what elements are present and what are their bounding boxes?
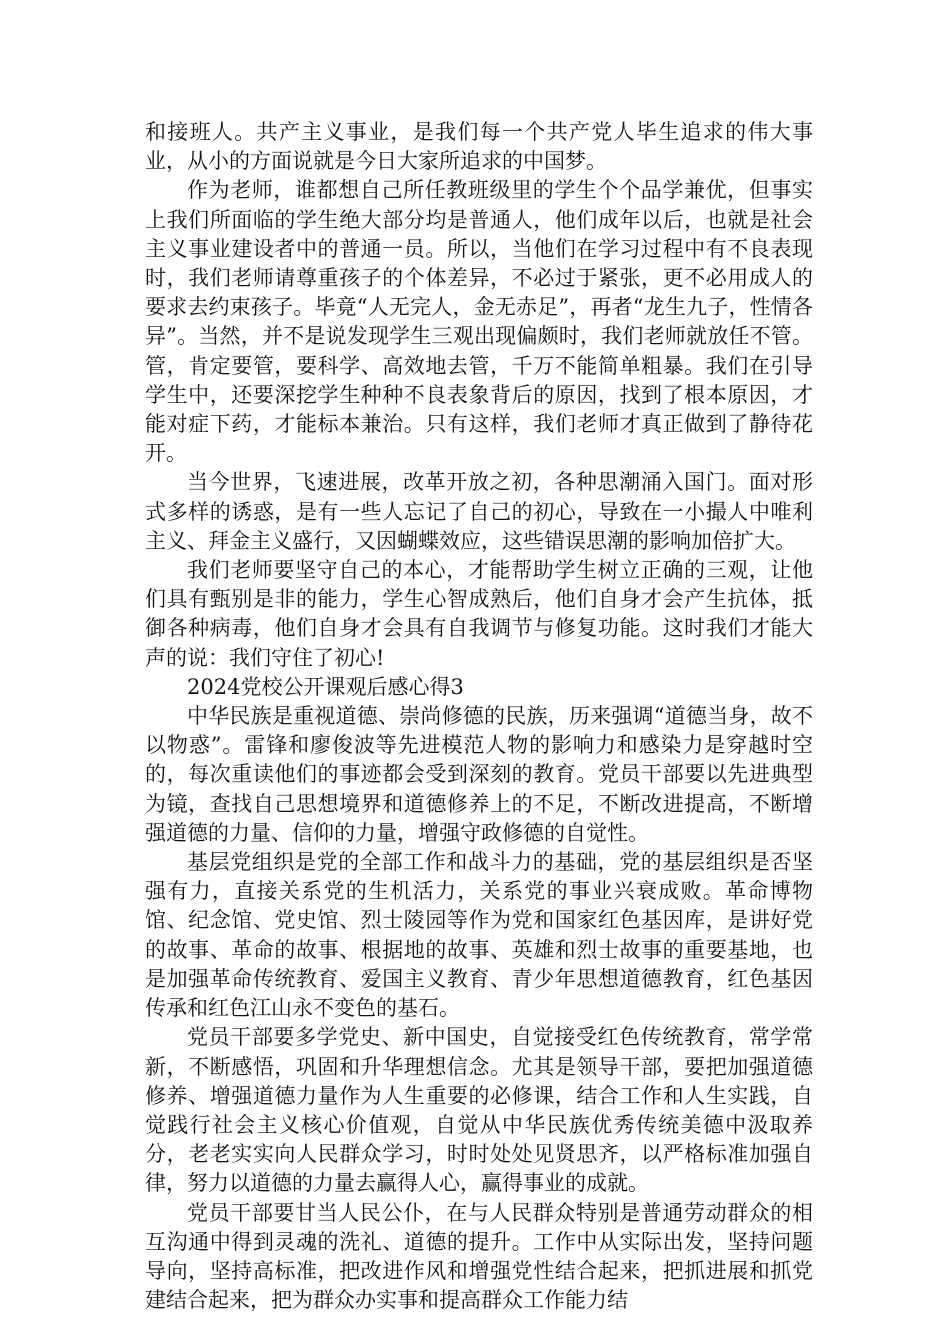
paragraph: 党员干部要多学党史、新中国史，自觉接受红色传统教育，常学常新，不断感悟，巩固和升华理想信念。尤其是领导干部，要把加强道德修养、增强道德力量作为人生重要的必修课，结合工作和人生实践，自觉践行社会主义核心价值观，自觉从中华民族优秀传统美德中汲取养分，老老实实向人民群众学习，时时处处见贤思齐，以严格标准加强自律，努力以道德的力量去赢得人心，赢得事业的成就。 (145, 1025, 813, 1196)
section-heading: 2024党校公开课观后感心得3 (187, 674, 464, 699)
paragraph: 中华民族是重视道德、崇尚修德的民族，历来强调“道德当身，故不以物惑”。雷锋和廖俊波等先进模范人物的影响力和感染力是穿越时空的，每次重读他们的事迹都会受到深刻的教育。党员干部要以先进典型为镜，查找自己思想境界和道德修养上的不足，不断改进提高，不断增强道德的力量、信仰的力量，增强守政修德的自觉性。 (145, 704, 813, 845)
paragraph-continuation: 和接班人。共产主义事业，是我们每一个共产党人毕生追求的伟大事业，从小的方面说就是今日大家所追求的中国梦。 (145, 120, 813, 174)
paragraph: 作为老师，谁都想自己所任教班级里的学生个个品学兼优，但事实上我们所面临的学生绝大部分均是普通人，他们成年以后，也就是社会主义事业建设者中的普通一员。所以，当他们在学习过程中有不良表现时，我们老师请尊重孩子的个体差异，不必过于紧张，更不必用成人的要求去约束孩子。毕竟“人无完人，金无赤足”，再者“龙生九子，性情各异”。当然，并不是说发现学生三观出现偏颇时，我们老师就放任不管。管，肯定要管，要科学、高效地去管，千万不能简单粗暴。我们在引导学生中，还要深挖学生种种不良表象背后的原因，找到了根本原因，才能对症下药，才能标本兼治。只有这样，我们老师才真正做到了静待花开。 (145, 178, 813, 466)
document-body (145, 118, 813, 1315)
paragraph: 我们老师要坚守自己的本心，才能帮助学生树立正确的三观，让他们具有甄别是非的能力，学生心智成熟后，他们自身才会产生抗体，抵御各种病毒，他们自身才会具有自我调节与修复功能。这时我们才能大声的说：我们守住了初心! (145, 558, 813, 670)
paragraph: 当今世界，飞速进展，改革开放之初，各种思潮涌入国门。面对形式多样的诱惑，是有一些人忘记了自己的初心，导致在一小撮人中唯利主义、拜金主义盛行，又因蝴蝶效应，这些错误思潮的影响加倍扩大。 (145, 470, 813, 553)
paragraph: 党员干部要甘当人民公仆，在与人民群众特别是普通劳动群众的相互沟通中得到灵魂的洗礼、道德的提升。工作中从实际出发，坚持问题导向，坚持高标准，把改进作风和增强党性结合起来，把抓进展和抓党建结合起来，把为群众办实事和提高群众工作能力结 (145, 1200, 813, 1313)
paragraph: 基层党组织是党的全部工作和战斗力的基础，党的基层组织是否坚强有力，直接关系党的生机活力，关系党的事业兴衰成败。革命博物馆、纪念馆、党史馆、烈士陵园等作为党和国家红色基因库，是讲好党的故事、革命的故事、根据地的故事、英雄和烈士故事的重要基地，也是加强革命传统教育、爱国主义教育、青少年思想道德教育，红色基因传承和红色江山永不变色的基石。 (145, 850, 813, 1021)
